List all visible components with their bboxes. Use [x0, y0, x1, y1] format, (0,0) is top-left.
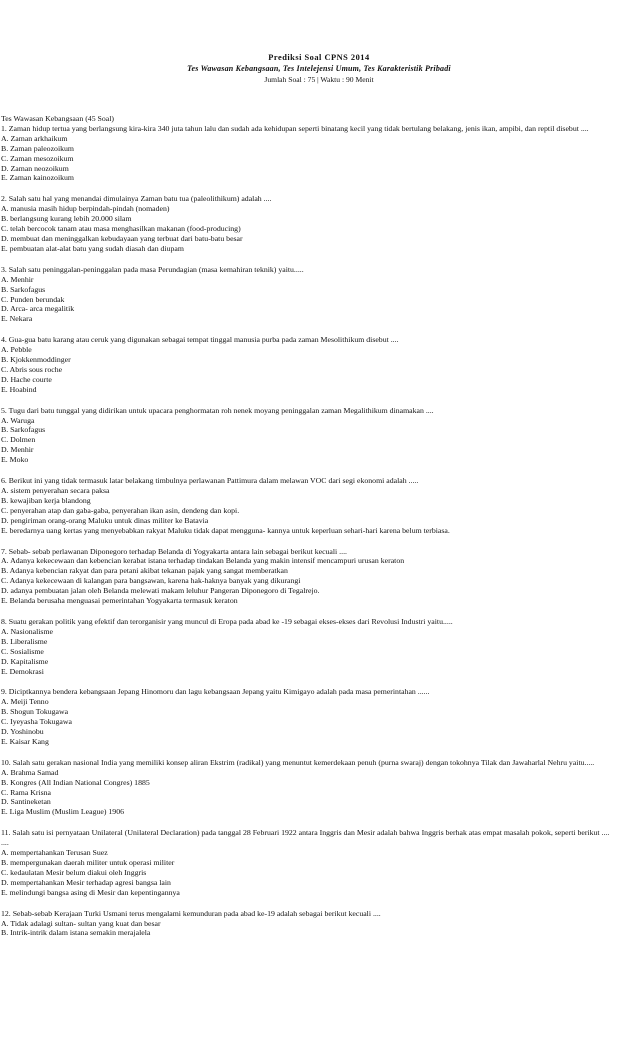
answer-option: E. Liga Muslim (Muslim League) 1906 — [1, 807, 124, 817]
answer-option: B. Kongres (All Indian National Congres) 1885 — [1, 777, 150, 787]
answer-option: D. Zaman neozoikum — [1, 163, 69, 173]
answer-option: B. Zaman paleozoikum — [1, 143, 74, 153]
question-text: 9. Diciptkannya bendera kebangsaan Jepang Hinomoru dan lagu kebangsaan Jepang yaitu Kimigayo adalah pada masa pemerintahan ...... — [1, 687, 430, 697]
answer-option: A. Menhir — [1, 274, 34, 284]
answer-option: C. telah bercocok tanam atau masa menghasilkan makanan (food-producing) — [1, 224, 241, 234]
question-text: 11. Salah satu isi pernyataan Unilateral (Unilateral Declaration) pada tanggal 28 Februari 1922 antara Inggris dan Mesir adalah bahwa Inggris berhak atas empat masalah pokok, seperti berikut .... — [1, 828, 610, 838]
question-block — [1, 265, 637, 324]
answer-option: C. Sosialisme — [1, 646, 44, 656]
answer-option: B. berlangsung kurang lebih 20.000 silam — [1, 214, 132, 224]
answer-option: A. Adanya kekecewaan dan kebencian kerabat istana terhadap tindakan Belanda yang makin intensif mencampuri urusan keraton — [1, 556, 405, 566]
question-block — [1, 335, 637, 394]
answer-option: C. Zaman mesozoikum — [1, 153, 74, 163]
question-text-continued: .... — [1, 838, 9, 848]
answer-option: D. Santineketan — [1, 797, 51, 807]
document-header — [0, 52, 638, 85]
question-text: 7. Sebab- sebab perlawanan Diponegoro terhadap Belanda di Yogyakarta antara lain sebagai berikut kecuali .... — [1, 546, 347, 556]
answer-option: B. Shogun Tokugawa — [1, 707, 69, 717]
question-block — [1, 687, 637, 746]
question-text: 2. Salah satu hal yang menandai dimulainya Zaman batu tua (paleolithikum) adalah .... — [1, 194, 272, 204]
answer-option: A. Waruga — [1, 415, 35, 425]
answer-option: E. pembuatan alat-alat batu yang sudah diasah dan diupam — [1, 243, 184, 253]
answer-option: B. kewajiban kerja blandong — [1, 495, 91, 505]
answer-option: E. Nekara — [1, 314, 33, 324]
answer-option: B. Intrik-intrik dalam istana semakin merajalela — [1, 928, 151, 938]
question-block — [1, 476, 637, 535]
answer-option: D. pengiriman orang-orang Maluku untuk dinas militer ke Batavia — [1, 515, 209, 525]
question-block — [1, 406, 637, 465]
section-label: Tes Wawasan Kebangsaan (45 Soal) — [1, 114, 115, 123]
answer-option: A. manusia masih hidup berpindah-pindah (nomaden) — [1, 204, 170, 214]
question-block — [1, 758, 637, 817]
answer-option: E. Zaman kainozoikum — [1, 173, 74, 183]
answer-option: B. Sarkofagus — [1, 284, 46, 294]
answer-option: D. Menhir — [1, 445, 34, 455]
answer-option: D. mempertahankan Mesir terhadap agresi bangsa lain — [1, 877, 171, 887]
answer-option: D. Hache courte — [1, 374, 52, 384]
answer-option: A. sistem penyerahan secara paksa — [1, 486, 110, 495]
answer-option: A. mempertahankan Terusan Suez — [1, 848, 108, 858]
answer-option: B. Adanya kebencian rakyat dan para petani akibat tekanan pajak yang sangat memberatkan — [1, 566, 288, 576]
answer-option: B. Sarkofagus — [1, 425, 46, 435]
answer-option: E. melindungi bangsa asing di Mesir dan kepentingannya — [1, 887, 180, 897]
answer-option: E. Kaisar Kang — [1, 736, 49, 746]
answer-option: B. Kjokkenmoddinger — [1, 355, 71, 365]
answer-option: D. Yoshinobu — [1, 727, 44, 737]
question-text: 12. Sebab-sebab Kerajaan Turki Usmani terus mengalami kemunduran pada abad ke-19 adalah sebagai berikut kecuali .... — [1, 908, 381, 918]
question-text: 1. Zaman hidup tertua yang berlangsung kira-kira 340 juta tahun lalu dan sudah ada kehidupan seperti binatang kecil yang tidak bertulang belakang, jenis ikan, ampibi, dan reptil disebut .... — [1, 123, 589, 133]
answer-option: C. Rama Krisna — [1, 787, 52, 797]
answer-option: C. Dolmen — [1, 435, 36, 445]
answer-option: D. membuat dan meninggalkan kebudayaan yang terbuat dari batu-batu besar — [1, 233, 243, 243]
answer-option: C. Adanya kekecewaan di kalangan para bangsawan, karena hak-haknya banyak yang dikurangi — [1, 576, 301, 586]
question-block — [1, 124, 637, 183]
answer-option: D. Kapitalisme — [1, 656, 49, 666]
questions-container — [1, 124, 637, 938]
answer-option: E. Demokrasi — [1, 666, 44, 676]
answer-option: E. Hoabind — [1, 384, 37, 394]
answer-option: B. mempergunakan daerah militer untuk operasi militer — [1, 858, 175, 867]
answer-option: C. penyerahan atap dan gaba-gaba, penyerahan ikan asin, dendeng dan kopi. — [1, 505, 240, 515]
document-title: Prediksi Soal CPNS 2014 — [268, 53, 370, 62]
answer-option: D. adanya pembuatan jalan oleh Belanda melewati makam leluhur Pangeran Diponegoro di Tegalrejo. — [1, 586, 320, 596]
document-subtitle: Tes Wawasan Kebangsaan, Tes Intelejensi Umum, Tes Karakteristik Pribadi — [187, 64, 451, 73]
answer-option: A. Pebble — [1, 345, 32, 355]
answer-option: C. kedaulatan Mesir belum diakui oleh Inggris — [1, 867, 147, 877]
answer-option: B. Liberalisme — [1, 636, 48, 646]
question-text: 6. Berikut ini yang tidak termasuk latar belakang timbulnya perlawanan Pattimura dalam melawan VOC dari segi ekonomi adalah ..... — [1, 476, 419, 486]
answer-option: A. Tidak adalagi sultan- sultan yang kuat dan besar — [1, 918, 161, 928]
question-block — [1, 617, 637, 676]
answer-option: D. Arca- arca megalitik — [1, 304, 75, 314]
answer-option: A. Brahma Samad — [1, 767, 59, 777]
answer-option: A. Zaman arkhaikum — [1, 133, 68, 143]
question-block — [1, 828, 637, 897]
answer-option: E. Belanda berusaha menguasai pemerintahan Yogyakarta termasuk keraton — [1, 596, 238, 606]
answer-option: C. Abris sous roche — [1, 364, 63, 374]
answer-option: C. Punden berundak — [1, 294, 65, 304]
question-block — [1, 194, 637, 253]
question-list — [1, 114, 637, 938]
question-block — [1, 547, 637, 606]
question-text: 8. Suatu gerakan politik yang efektif dan terorganisir yang muncul di Eropa pada abad ke -19 sebagai ekses-ekses dari Revolusi Industri yaitu..... — [1, 616, 453, 626]
question-text: 3. Salah satu peninggalan-peninggalan pada masa Perundagian (masa kemahiran teknik) yaitu..... — [1, 264, 304, 274]
question-text: 4. Gua-gua batu karang atau ceruk yang digunakan sebagai tempat tinggal manusia purba pada zaman Mesolithikum disebut .... — [1, 335, 399, 345]
answer-option: A. Nasionalisme — [1, 626, 53, 636]
question-block — [1, 909, 637, 939]
question-text: 5. Tugu dari batu tunggal yang didirikan untuk upacara penghormatan roh nenek moyang peninggalan zaman Megalithikum dinamakan .... — [1, 405, 434, 415]
answer-option: C. Iyeyasha Tokugawa — [1, 717, 72, 727]
answer-option: E. beredarnya uang kertas yang menyebabkan rakyat Maluku tidak dapat mengguna- kannya untuk keperluan sehari-hari karena belum terbiasa. — [1, 525, 450, 535]
answer-option: E. Moko — [1, 455, 29, 465]
answer-option: A. Meiji Tenno — [1, 697, 49, 707]
question-text: 10. Salah satu gerakan nasional India yang memiliki konsep aliran Ekstrim (radikal) yang menuntut kemerdekaan penuh (purna swaraj) dengan tokohnya Tilak dan Jawaharlal Nehru yaitu..... — [1, 757, 595, 767]
exam-meta: Jumlah Soal : 75 | Waktu : 90 Menit — [264, 75, 374, 84]
